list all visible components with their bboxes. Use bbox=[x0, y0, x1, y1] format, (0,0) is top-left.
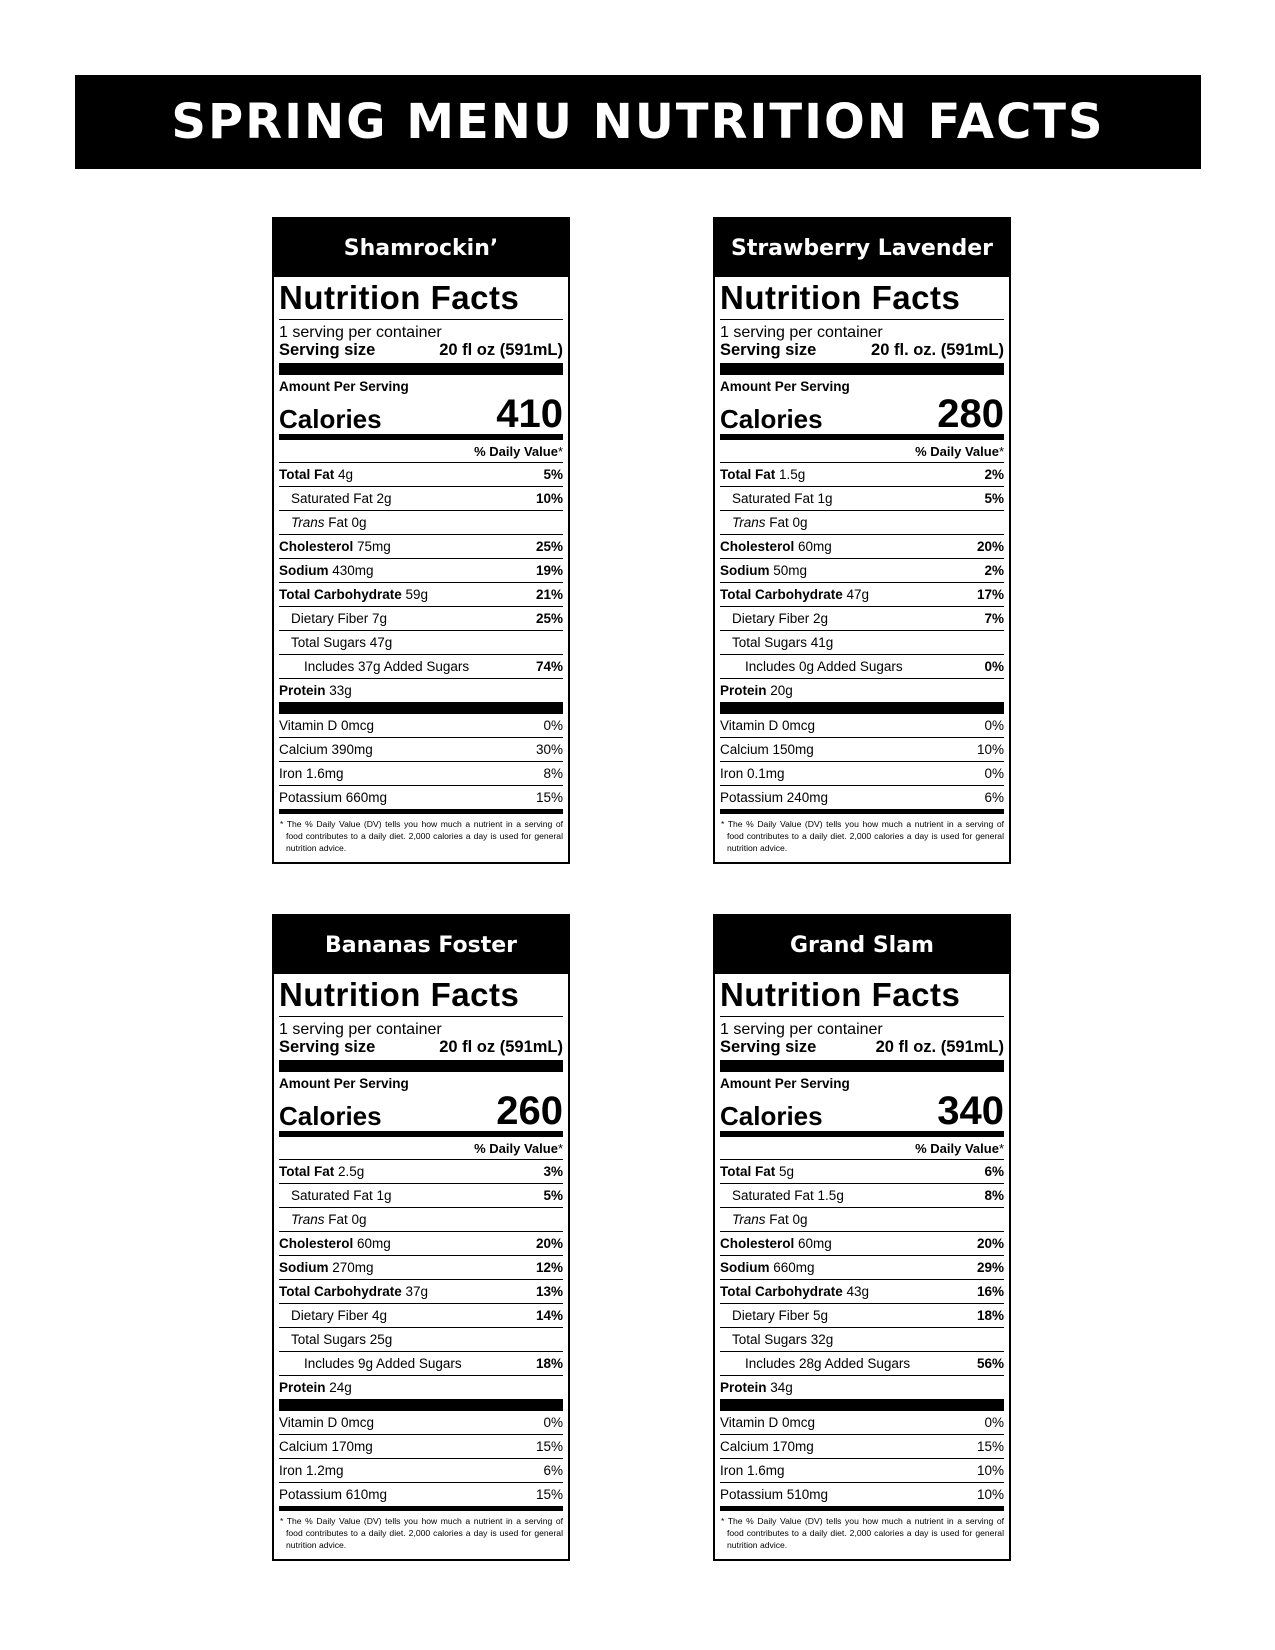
amount-per-serving: Amount Per Serving bbox=[720, 1076, 850, 1091]
nutrition-panel bbox=[274, 974, 568, 1559]
nutrient-amount: 75mg bbox=[357, 539, 391, 554]
nutrient-name: Total Sugars 25g bbox=[291, 1332, 393, 1347]
nutrient-row-total-carbohydrate bbox=[720, 583, 1004, 607]
nutrient-amount: 43g bbox=[846, 1284, 870, 1299]
daily-value-footnote: * The % Daily Value (DV) tells you how much a nutrient in a serving of food contributes to a daily diet. 2,000 calories a day is used for general nutrition advice. bbox=[280, 819, 563, 853]
nutrient-row-sodium bbox=[720, 1256, 1004, 1280]
nutrition-label-shamrockin bbox=[272, 217, 570, 864]
nutrient-name: Total Fat bbox=[279, 1164, 335, 1179]
drink-name-header bbox=[274, 916, 568, 974]
daily-value-header-text: % Daily Value bbox=[915, 444, 999, 459]
nutrient-daily-value: 0% bbox=[984, 718, 1004, 733]
nutrient-row-dietary-fiber bbox=[279, 1304, 563, 1328]
nutrient-amount: 33g bbox=[329, 683, 352, 698]
nutrient-daily-value: 0% bbox=[984, 1415, 1004, 1430]
nutrient-name: Sodium bbox=[279, 563, 329, 578]
calories-row bbox=[720, 394, 1004, 440]
nutrient-daily-value: 0% bbox=[984, 659, 1004, 674]
amount-per-serving: Amount Per Serving bbox=[279, 379, 409, 394]
nutrition-label-bananas-foster bbox=[272, 914, 570, 1561]
nutrient-daily-value: 18% bbox=[976, 1308, 1004, 1323]
daily-value-header bbox=[720, 1137, 1004, 1160]
nutrient-name: Potassium 240mg bbox=[720, 790, 829, 805]
nutrient-row-total-carbohydrate bbox=[720, 1280, 1004, 1304]
nutrient-amount: 59g bbox=[405, 587, 429, 602]
drink-name-header bbox=[715, 916, 1009, 974]
nutrition-panel bbox=[715, 974, 1009, 1559]
nutrient-name: Dietary Fiber 4g bbox=[291, 1308, 388, 1323]
nutrient-row-iron bbox=[720, 762, 1004, 786]
nutrient-row-iron bbox=[279, 762, 563, 786]
nutrient-amount: 37g bbox=[405, 1284, 429, 1299]
calories-row bbox=[720, 1091, 1004, 1137]
nutrient-daily-value: 25% bbox=[535, 539, 563, 554]
nutrient-name: Fat 0g bbox=[328, 1212, 367, 1227]
nutrient-row-saturated-fat bbox=[279, 1184, 563, 1208]
nutrition-label-grand-slam bbox=[713, 914, 1011, 1561]
serving-size-row bbox=[720, 1038, 1004, 1057]
daily-value-star: * bbox=[998, 1141, 1004, 1156]
nutrient-row-sodium bbox=[279, 559, 563, 583]
daily-value-footnote: * The % Daily Value (DV) tells you how much a nutrient in a serving of food contributes to a daily diet. 2,000 calories a day is used for general nutrition advice. bbox=[721, 819, 1004, 853]
nutrient-name: Includes 37g Added Sugars bbox=[304, 659, 470, 674]
nutrient-row-dietary-fiber bbox=[279, 607, 563, 631]
nutrient-row-total-sugars bbox=[279, 631, 563, 655]
nutrient-row-calcium bbox=[279, 1435, 563, 1459]
nutrient-daily-value: 6% bbox=[984, 790, 1004, 805]
calories-label: Calories bbox=[279, 1101, 382, 1131]
nutrition-panel bbox=[715, 277, 1009, 862]
nutrient-row-cholesterol bbox=[279, 535, 563, 559]
nutrient-row-vitamin-d bbox=[279, 714, 563, 738]
nutrient-daily-value: 10% bbox=[976, 742, 1004, 757]
bottom-divider bbox=[720, 809, 1004, 814]
serving-size-row bbox=[720, 341, 1004, 360]
nutrient-row-calcium bbox=[720, 738, 1004, 762]
nutrient-name: Dietary Fiber 2g bbox=[732, 611, 829, 626]
drink-name-header bbox=[715, 219, 1009, 277]
calories-value: 260 bbox=[496, 1089, 563, 1133]
daily-value-header bbox=[279, 440, 563, 463]
nutrient-row-potassium bbox=[279, 1483, 563, 1506]
nutrient-row-trans-fat bbox=[279, 511, 563, 535]
nutrient-daily-value: 29% bbox=[976, 1260, 1004, 1275]
nutrient-name: Cholesterol bbox=[720, 1236, 795, 1251]
nutrient-daily-value: 7% bbox=[984, 611, 1004, 626]
serving-size-label: Serving size bbox=[279, 1038, 376, 1056]
serving-size-row bbox=[279, 1038, 563, 1057]
nutrition-facts-title: Nutrition Facts bbox=[279, 976, 563, 1017]
nutrient-name: Cholesterol bbox=[279, 1236, 354, 1251]
nutrient-row-saturated-fat bbox=[279, 487, 563, 511]
serving-size-label: Serving size bbox=[720, 341, 817, 359]
nutrient-daily-value: 21% bbox=[535, 587, 563, 602]
nutrient-name: Total Fat bbox=[720, 467, 776, 482]
nutrient-name: Dietary Fiber 7g bbox=[291, 611, 388, 626]
nutrient-daily-value: 15% bbox=[976, 1439, 1004, 1454]
nutrient-row-cholesterol bbox=[720, 535, 1004, 559]
nutrient-row-iron bbox=[720, 1459, 1004, 1483]
nutrient-row-total-fat bbox=[279, 1160, 563, 1184]
nutrient-name: Calcium 170mg bbox=[720, 1439, 814, 1454]
nutrient-daily-value: 3% bbox=[543, 1164, 563, 1179]
serving-size-value: 20 fl oz (591mL) bbox=[439, 341, 563, 359]
nutrient-amount: 24g bbox=[329, 1380, 352, 1395]
bottom-divider bbox=[279, 809, 563, 814]
nutrient-name: Potassium 660mg bbox=[279, 790, 388, 805]
nutrient-amount: 60mg bbox=[798, 539, 832, 554]
nutrient-amount: 4g bbox=[338, 467, 354, 482]
nutrient-row-calcium bbox=[720, 1435, 1004, 1459]
nutrient-name-italic: Trans bbox=[732, 1212, 766, 1227]
nutrient-name: Calcium 170mg bbox=[279, 1439, 373, 1454]
nutrient-daily-value: 15% bbox=[535, 790, 563, 805]
nutrient-row-sodium bbox=[279, 1256, 563, 1280]
drink-name: Strawberry Lavender bbox=[730, 235, 994, 261]
nutrient-amount: 430mg bbox=[332, 563, 374, 578]
nutrient-daily-value: 14% bbox=[535, 1308, 563, 1323]
nutrient-row-total-fat bbox=[720, 1160, 1004, 1184]
nutrient-daily-value: 8% bbox=[543, 766, 563, 781]
nutrient-row-potassium bbox=[720, 786, 1004, 809]
nutrient-name: Calcium 390mg bbox=[279, 742, 373, 757]
nutrient-name: Fat 0g bbox=[769, 515, 808, 530]
nutrient-daily-value: 19% bbox=[535, 563, 563, 578]
serving-size-value: 20 fl oz. (591mL) bbox=[875, 1038, 1004, 1056]
amount-per-serving: Amount Per Serving bbox=[720, 379, 850, 394]
nutrient-daily-value: 15% bbox=[535, 1487, 563, 1502]
serving-size-value: 20 fl. oz. (591mL) bbox=[871, 341, 1004, 359]
serving-size-label: Serving size bbox=[720, 1038, 817, 1056]
thick-divider bbox=[279, 1399, 563, 1411]
nutrient-row-total-sugars bbox=[720, 631, 1004, 655]
nutrient-daily-value: 18% bbox=[535, 1356, 563, 1371]
nutrient-daily-value: 6% bbox=[543, 1463, 563, 1478]
nutrient-daily-value: 2% bbox=[984, 563, 1004, 578]
nutrient-name: Potassium 610mg bbox=[279, 1487, 388, 1502]
nutrient-daily-value: 30% bbox=[535, 742, 563, 757]
servings-per-container: 1 serving per container bbox=[720, 1021, 883, 1038]
nutrient-name: Protein bbox=[720, 1380, 767, 1395]
nutrition-panel bbox=[274, 277, 568, 862]
nutrient-row-vitamin-d bbox=[720, 1411, 1004, 1435]
daily-value-star: * bbox=[557, 1141, 563, 1156]
nutrient-name: Vitamin D 0mcg bbox=[279, 1415, 375, 1430]
calories-label: Calories bbox=[720, 1101, 823, 1131]
nutrient-name: Total Carbohydrate bbox=[279, 587, 402, 602]
daily-value-footnote: * The % Daily Value (DV) tells you how much a nutrient in a serving of food contributes to a daily diet. 2,000 calories a day is used for general nutrition advice. bbox=[280, 1516, 563, 1550]
nutrient-daily-value: 8% bbox=[984, 1188, 1004, 1203]
calories-label: Calories bbox=[720, 404, 823, 434]
nutrient-row-dietary-fiber bbox=[720, 607, 1004, 631]
nutrient-name: Includes 28g Added Sugars bbox=[745, 1356, 911, 1371]
nutrition-facts-title: Nutrition Facts bbox=[279, 279, 563, 320]
thick-divider bbox=[720, 702, 1004, 714]
nutrient-name: Total Sugars 47g bbox=[291, 635, 393, 650]
nutrient-amount: 1.5g bbox=[779, 467, 806, 482]
nutrient-daily-value: 6% bbox=[984, 1164, 1004, 1179]
calories-row bbox=[279, 1091, 563, 1137]
thick-divider bbox=[720, 1060, 1004, 1072]
nutrient-name: Saturated Fat 2g bbox=[291, 491, 392, 506]
nutrient-daily-value: 0% bbox=[984, 766, 1004, 781]
drink-name-header bbox=[274, 219, 568, 277]
nutrient-daily-value: 20% bbox=[976, 1236, 1004, 1251]
nutrient-row-potassium bbox=[279, 786, 563, 809]
nutrient-daily-value: 10% bbox=[976, 1463, 1004, 1478]
nutrient-row-iron bbox=[279, 1459, 563, 1483]
page-title: SPRING MENU NUTRITION FACTS bbox=[171, 94, 1105, 150]
servings-per-container: 1 serving per container bbox=[279, 1021, 442, 1038]
daily-value-header bbox=[279, 1137, 563, 1160]
nutrient-row-total-carbohydrate bbox=[279, 1280, 563, 1304]
calories-label: Calories bbox=[279, 404, 382, 434]
nutrient-row-protein bbox=[279, 1376, 563, 1399]
daily-value-header-text: % Daily Value bbox=[474, 444, 558, 459]
nutrient-row-total-fat bbox=[279, 463, 563, 487]
nutrient-row-added-sugars bbox=[279, 655, 563, 679]
nutrient-name: Saturated Fat 1.5g bbox=[732, 1188, 844, 1203]
nutrient-name: Protein bbox=[720, 683, 767, 698]
nutrient-amount: 34g bbox=[770, 1380, 793, 1395]
nutrient-daily-value: 5% bbox=[984, 491, 1004, 506]
nutrient-row-added-sugars bbox=[279, 1352, 563, 1376]
thick-divider bbox=[279, 363, 563, 375]
nutrient-row-total-sugars bbox=[720, 1328, 1004, 1352]
nutrient-name: Sodium bbox=[720, 563, 770, 578]
nutrient-row-total-fat bbox=[720, 463, 1004, 487]
nutrient-amount: 5g bbox=[779, 1164, 795, 1179]
nutrient-name-italic: Trans bbox=[732, 515, 766, 530]
nutrient-name: Calcium 150mg bbox=[720, 742, 814, 757]
nutrient-name-italic: Trans bbox=[291, 1212, 325, 1227]
nutrient-daily-value: 20% bbox=[976, 539, 1004, 554]
nutrition-facts-title: Nutrition Facts bbox=[720, 279, 1004, 320]
page-header-banner bbox=[75, 75, 1201, 169]
nutrient-daily-value: 15% bbox=[535, 1439, 563, 1454]
drink-name: Grand Slam bbox=[790, 932, 934, 958]
nutrient-daily-value: 13% bbox=[535, 1284, 563, 1299]
nutrient-name-italic: Trans bbox=[291, 515, 325, 530]
bottom-divider bbox=[720, 1506, 1004, 1511]
daily-value-star: * bbox=[998, 444, 1004, 459]
nutrient-name: Includes 9g Added Sugars bbox=[304, 1356, 462, 1371]
nutrient-name: Saturated Fat 1g bbox=[732, 491, 833, 506]
nutrient-daily-value: 74% bbox=[535, 659, 563, 674]
nutrient-daily-value: 16% bbox=[976, 1284, 1004, 1299]
serving-size-row bbox=[279, 341, 563, 360]
nutrient-row-potassium bbox=[720, 1483, 1004, 1506]
nutrient-name: Total Sugars 41g bbox=[732, 635, 834, 650]
nutrient-row-calcium bbox=[279, 738, 563, 762]
nutrient-amount: 2.5g bbox=[338, 1164, 365, 1179]
nutrient-row-cholesterol bbox=[720, 1232, 1004, 1256]
nutrient-row-sodium bbox=[720, 559, 1004, 583]
nutrient-daily-value: 17% bbox=[976, 587, 1004, 602]
nutrient-row-protein bbox=[279, 679, 563, 702]
nutrient-name: Total Carbohydrate bbox=[720, 587, 843, 602]
nutrient-amount: 60mg bbox=[798, 1236, 832, 1251]
nutrient-name: Cholesterol bbox=[279, 539, 354, 554]
nutrient-daily-value: 0% bbox=[543, 718, 563, 733]
nutrient-amount: 20g bbox=[770, 683, 793, 698]
calories-value: 280 bbox=[937, 392, 1004, 436]
nutrient-name: Cholesterol bbox=[720, 539, 795, 554]
servings-per-container: 1 serving per container bbox=[279, 324, 442, 341]
nutrient-row-added-sugars bbox=[720, 1352, 1004, 1376]
calories-row bbox=[279, 394, 563, 440]
calories-value: 410 bbox=[496, 392, 563, 436]
bottom-divider bbox=[279, 1506, 563, 1511]
nutrient-daily-value: 10% bbox=[535, 491, 563, 506]
nutrient-daily-value: 25% bbox=[535, 611, 563, 626]
serving-size-label: Serving size bbox=[279, 341, 376, 359]
nutrient-name: Iron 1.6mg bbox=[279, 766, 344, 781]
nutrient-name: Iron 1.2mg bbox=[279, 1463, 344, 1478]
nutrient-name: Vitamin D 0mcg bbox=[720, 1415, 816, 1430]
nutrient-daily-value: 5% bbox=[543, 1188, 563, 1203]
serving-size-value: 20 fl oz (591mL) bbox=[439, 1038, 563, 1056]
nutrient-name: Sodium bbox=[720, 1260, 770, 1275]
nutrient-name: Fat 0g bbox=[769, 1212, 808, 1227]
nutrient-name: Total Fat bbox=[720, 1164, 776, 1179]
nutrient-amount: 660mg bbox=[773, 1260, 815, 1275]
daily-value-header-text: % Daily Value bbox=[915, 1141, 999, 1156]
nutrient-amount: 60mg bbox=[357, 1236, 391, 1251]
nutrient-daily-value: 10% bbox=[976, 1487, 1004, 1502]
nutrient-name: Total Carbohydrate bbox=[720, 1284, 843, 1299]
nutrient-daily-value: 20% bbox=[535, 1236, 563, 1251]
nutrient-row-protein bbox=[720, 1376, 1004, 1399]
thick-divider bbox=[279, 702, 563, 714]
nutrient-daily-value: 5% bbox=[543, 467, 563, 482]
nutrient-name: Vitamin D 0mcg bbox=[279, 718, 375, 733]
nutrient-daily-value: 12% bbox=[535, 1260, 563, 1275]
nutrient-row-saturated-fat bbox=[720, 1184, 1004, 1208]
nutrient-amount: 47g bbox=[846, 587, 870, 602]
nutrient-row-dietary-fiber bbox=[720, 1304, 1004, 1328]
servings-per-container: 1 serving per container bbox=[720, 324, 883, 341]
thick-divider bbox=[279, 1060, 563, 1072]
nutrient-row-added-sugars bbox=[720, 655, 1004, 679]
nutrient-amount: 270mg bbox=[332, 1260, 374, 1275]
nutrient-name: Total Carbohydrate bbox=[279, 1284, 402, 1299]
nutrient-row-vitamin-d bbox=[279, 1411, 563, 1435]
nutrient-name: Protein bbox=[279, 1380, 326, 1395]
nutrient-daily-value: 56% bbox=[976, 1356, 1004, 1371]
nutrient-name: Potassium 510mg bbox=[720, 1487, 829, 1502]
nutrient-name: Fat 0g bbox=[328, 515, 367, 530]
nutrient-daily-value: 2% bbox=[984, 467, 1004, 482]
daily-value-star: * bbox=[557, 444, 563, 459]
nutrient-row-trans-fat bbox=[720, 1208, 1004, 1232]
nutrient-row-trans-fat bbox=[720, 511, 1004, 535]
nutrient-name: Total Fat bbox=[279, 467, 335, 482]
nutrient-name: Iron 1.6mg bbox=[720, 1463, 785, 1478]
nutrient-name: Vitamin D 0mcg bbox=[720, 718, 816, 733]
nutrient-row-trans-fat bbox=[279, 1208, 563, 1232]
nutrient-name: Saturated Fat 1g bbox=[291, 1188, 392, 1203]
nutrient-name: Protein bbox=[279, 683, 326, 698]
nutrient-row-protein bbox=[720, 679, 1004, 702]
nutrient-row-total-sugars bbox=[279, 1328, 563, 1352]
nutrient-daily-value: 0% bbox=[543, 1415, 563, 1430]
drink-name: Bananas Foster bbox=[324, 932, 518, 958]
nutrient-name: Includes 0g Added Sugars bbox=[745, 659, 903, 674]
nutrient-row-saturated-fat bbox=[720, 487, 1004, 511]
amount-per-serving: Amount Per Serving bbox=[279, 1076, 409, 1091]
daily-value-header-text: % Daily Value bbox=[474, 1141, 558, 1156]
nutrient-name: Dietary Fiber 5g bbox=[732, 1308, 829, 1323]
drink-name: Shamrockin’ bbox=[343, 235, 499, 261]
thick-divider bbox=[720, 363, 1004, 375]
calories-value: 340 bbox=[937, 1089, 1004, 1133]
nutrient-name: Iron 0.1mg bbox=[720, 766, 785, 781]
nutrient-row-total-carbohydrate bbox=[279, 583, 563, 607]
nutrient-name: Sodium bbox=[279, 1260, 329, 1275]
nutrient-amount: 50mg bbox=[773, 563, 808, 578]
nutrient-name: Total Sugars 32g bbox=[732, 1332, 834, 1347]
nutrient-row-cholesterol bbox=[279, 1232, 563, 1256]
daily-value-footnote: * The % Daily Value (DV) tells you how much a nutrient in a serving of food contributes to a daily diet. 2,000 calories a day is used for general nutrition advice. bbox=[721, 1516, 1004, 1550]
nutrition-facts-title: Nutrition Facts bbox=[720, 976, 1004, 1017]
daily-value-header bbox=[720, 440, 1004, 463]
nutrition-label-strawberry-lavender bbox=[713, 217, 1011, 864]
thick-divider bbox=[720, 1399, 1004, 1411]
nutrient-row-vitamin-d bbox=[720, 714, 1004, 738]
